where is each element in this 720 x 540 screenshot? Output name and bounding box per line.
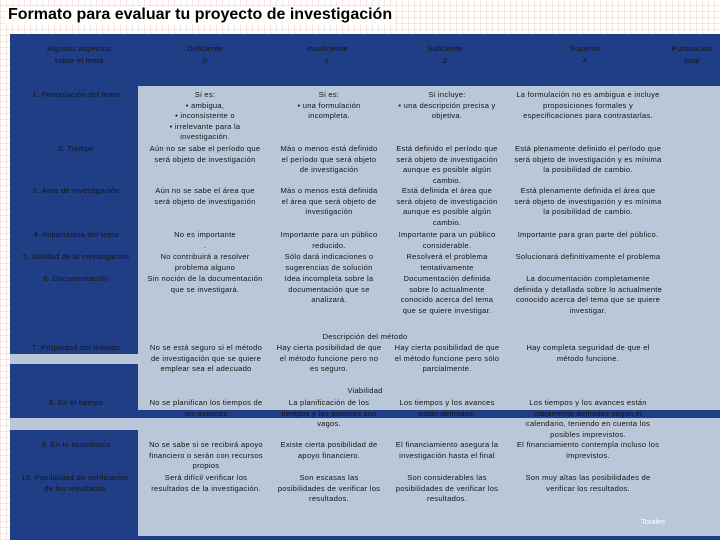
header-superior: Superior 4 — [569, 44, 601, 65]
header-aspects: Algunos aspectos sobre el tema — [47, 44, 111, 65]
header-deficiente: Deficiente 0 — [186, 44, 224, 65]
cell-utilidad-suficiente: Resolverá el problema tentativamente — [406, 252, 488, 272]
cell-metodo-deficiente: No se está seguro si el método de investigación que se quiere emplear sea el adecuado — [149, 343, 263, 374]
cell-economico-suficiente: El financiamiento asegura la investigación hasta el final — [395, 440, 499, 460]
cell-importancia-insuficiente: Importante para un público reducido. — [280, 230, 378, 250]
cell-documentacion-superior: La documentación completamente definida y detallada sobre lo actualmente conocido acerca del tema que se quiere investigar. — [513, 274, 663, 315]
page-title: Formato para evaluar tu proyecto de investigación — [8, 6, 393, 23]
row-label-economico: 9. En lo económico — [41, 440, 111, 449]
cell-documentacion-suficiente: Documentación definida sobre lo actualmente conocido acerca del tema que se quiere investigar. — [400, 274, 494, 315]
cell-metodo-suficiente: Hay cierta posibilidad de que el método funcione pero sólo parcialmente. — [394, 343, 500, 374]
cell-area-suficiente: Está definida el área que será objeto de investigación aunque es posible algún cambio. — [396, 186, 498, 227]
totals-label: Totales — [640, 517, 666, 526]
cell-verificacion-superior: Son muy altas las posibilidades de verificar los resultados. — [525, 473, 651, 493]
left-column-band — [10, 86, 138, 354]
cell-area-insuficiente: Más o menos está definida el área que será objeto de investigación — [280, 186, 378, 217]
cell-metodo-superior: Hay completa seguridad de que el método funcione. — [526, 343, 650, 363]
row-label-metodo: 7. Propiedad del método — [31, 343, 121, 352]
cell-documentacion-deficiente: Sin noción de la documentación que se investigará. — [147, 274, 263, 294]
cell-en-tiempo-suficiente: Los tiempos y los avances están definidos. — [399, 398, 495, 418]
row-label-importancia: 4. Importancia del tema — [33, 230, 119, 239]
row-label-tiempo: 2. Tiempo — [58, 144, 94, 153]
cell-tiempo-deficiente: Aún no se sabe el período que será objeto de investigación — [149, 144, 261, 164]
cell-verificacion-suficiente: Son considerables las posibilidades de verificar los resultados. — [395, 473, 499, 504]
row-label-area: 3. Área de investigación — [32, 186, 120, 195]
cell-en-tiempo-deficiente: No se planifican los tiempos de los avances — [149, 398, 263, 418]
footer-band — [10, 536, 720, 540]
cell-formulacion-deficiente: Si es: • ambigua, • inconsistente o • irrelevante para la investigación. — [169, 90, 241, 142]
cell-importancia-deficiente: No es importante . — [174, 230, 236, 250]
cell-formulacion-superior: La formulación no es ambigua e incluye proposiciones formales y especificaciones para contrastarlas. — [516, 90, 660, 121]
cell-en-tiempo-insuficiente: La planificación de los tiempos y los avances son vagos. — [281, 398, 377, 429]
cell-importancia-suficiente: Importante para un público considerable. — [398, 230, 496, 250]
cell-tiempo-superior: Está plenamente definido el período que será objeto de investigación y es mínima la posibilidad de cambio. — [514, 144, 662, 175]
cell-verificacion-deficiente: Será difícil verificar los resultados de la investigación. — [151, 473, 261, 493]
cell-en-tiempo-superior: Los tiempos y los avances están claramente definidos según el calendario, teniendo en cuenta los posibles imprevistos. — [525, 398, 651, 439]
cell-tiempo-insuficiente: Más o menos está definido el período que será objeto de investigación — [280, 144, 378, 175]
cell-metodo-insuficiente: Hay cierta posibilidad de que el método funcione pero no es seguro. — [276, 343, 382, 374]
cell-economico-insuficiente: Existe cierta posibilidad de apoyo financiero. — [280, 440, 378, 460]
row-label-documentacion: 6. Documentación — [43, 274, 109, 283]
cell-utilidad-deficiente: No contribuirá a resolver problema alguno — [160, 252, 250, 272]
row-label-verificacion: 10. Posibilidad de verificación de los resultados — [21, 473, 129, 493]
cell-tiempo-suficiente: Está definido el período que será objeto de investigación aunque es posible algún cambio. — [396, 144, 498, 185]
cell-formulacion-insuficiente: Si es: • una formulación incompleta. — [297, 90, 361, 121]
metodo-section-heading: Descripción del método — [322, 332, 408, 341]
row-label-formulacion: 1. Formulación del tema — [32, 90, 120, 99]
viabilidad-section-heading: Viabilidad — [347, 386, 383, 395]
row-label-en-tiempo: 8. En el tiempo — [48, 398, 104, 407]
cell-formulacion-suficiente: Si incluye: • una descripción precisa y objetiva. — [398, 90, 496, 121]
header-insuficiente: Insuficiente 1 — [306, 44, 348, 65]
cell-importancia-superior: Importante para gran parte del público. — [517, 230, 659, 239]
cell-economico-deficiente: No se sabe si se recibirá apoyo financiero o serán con recursos propios — [149, 440, 263, 471]
cell-area-superior: Está plenamente definida el área que será objeto de investigación y es mínima la posibilidad de cambio. — [514, 186, 662, 217]
row-label-utilidad: 5. Utilidad de la investigación — [22, 252, 130, 261]
cell-utilidad-insuficiente: Sólo dará indicaciones o sugerencias de solución — [284, 252, 374, 272]
header-suficiente: Suficiente 2 — [427, 44, 463, 65]
header-puntuacion: Puntuación total — [671, 44, 713, 65]
cell-economico-superior: El financiamiento contempla incluso los imprevistos. — [516, 440, 660, 460]
cell-area-deficiente: Aún no se sabe el área que será objeto de investigación — [154, 186, 256, 206]
cell-documentacion-insuficiente: Idea incompleta sobre la documentación que se analizará. — [284, 274, 374, 305]
cell-verificacion-insuficiente: Son escasas las posibilidades de verificar los resultados. — [277, 473, 381, 504]
cell-utilidad-superior: Solucionará definitivamente el problema — [515, 252, 661, 261]
